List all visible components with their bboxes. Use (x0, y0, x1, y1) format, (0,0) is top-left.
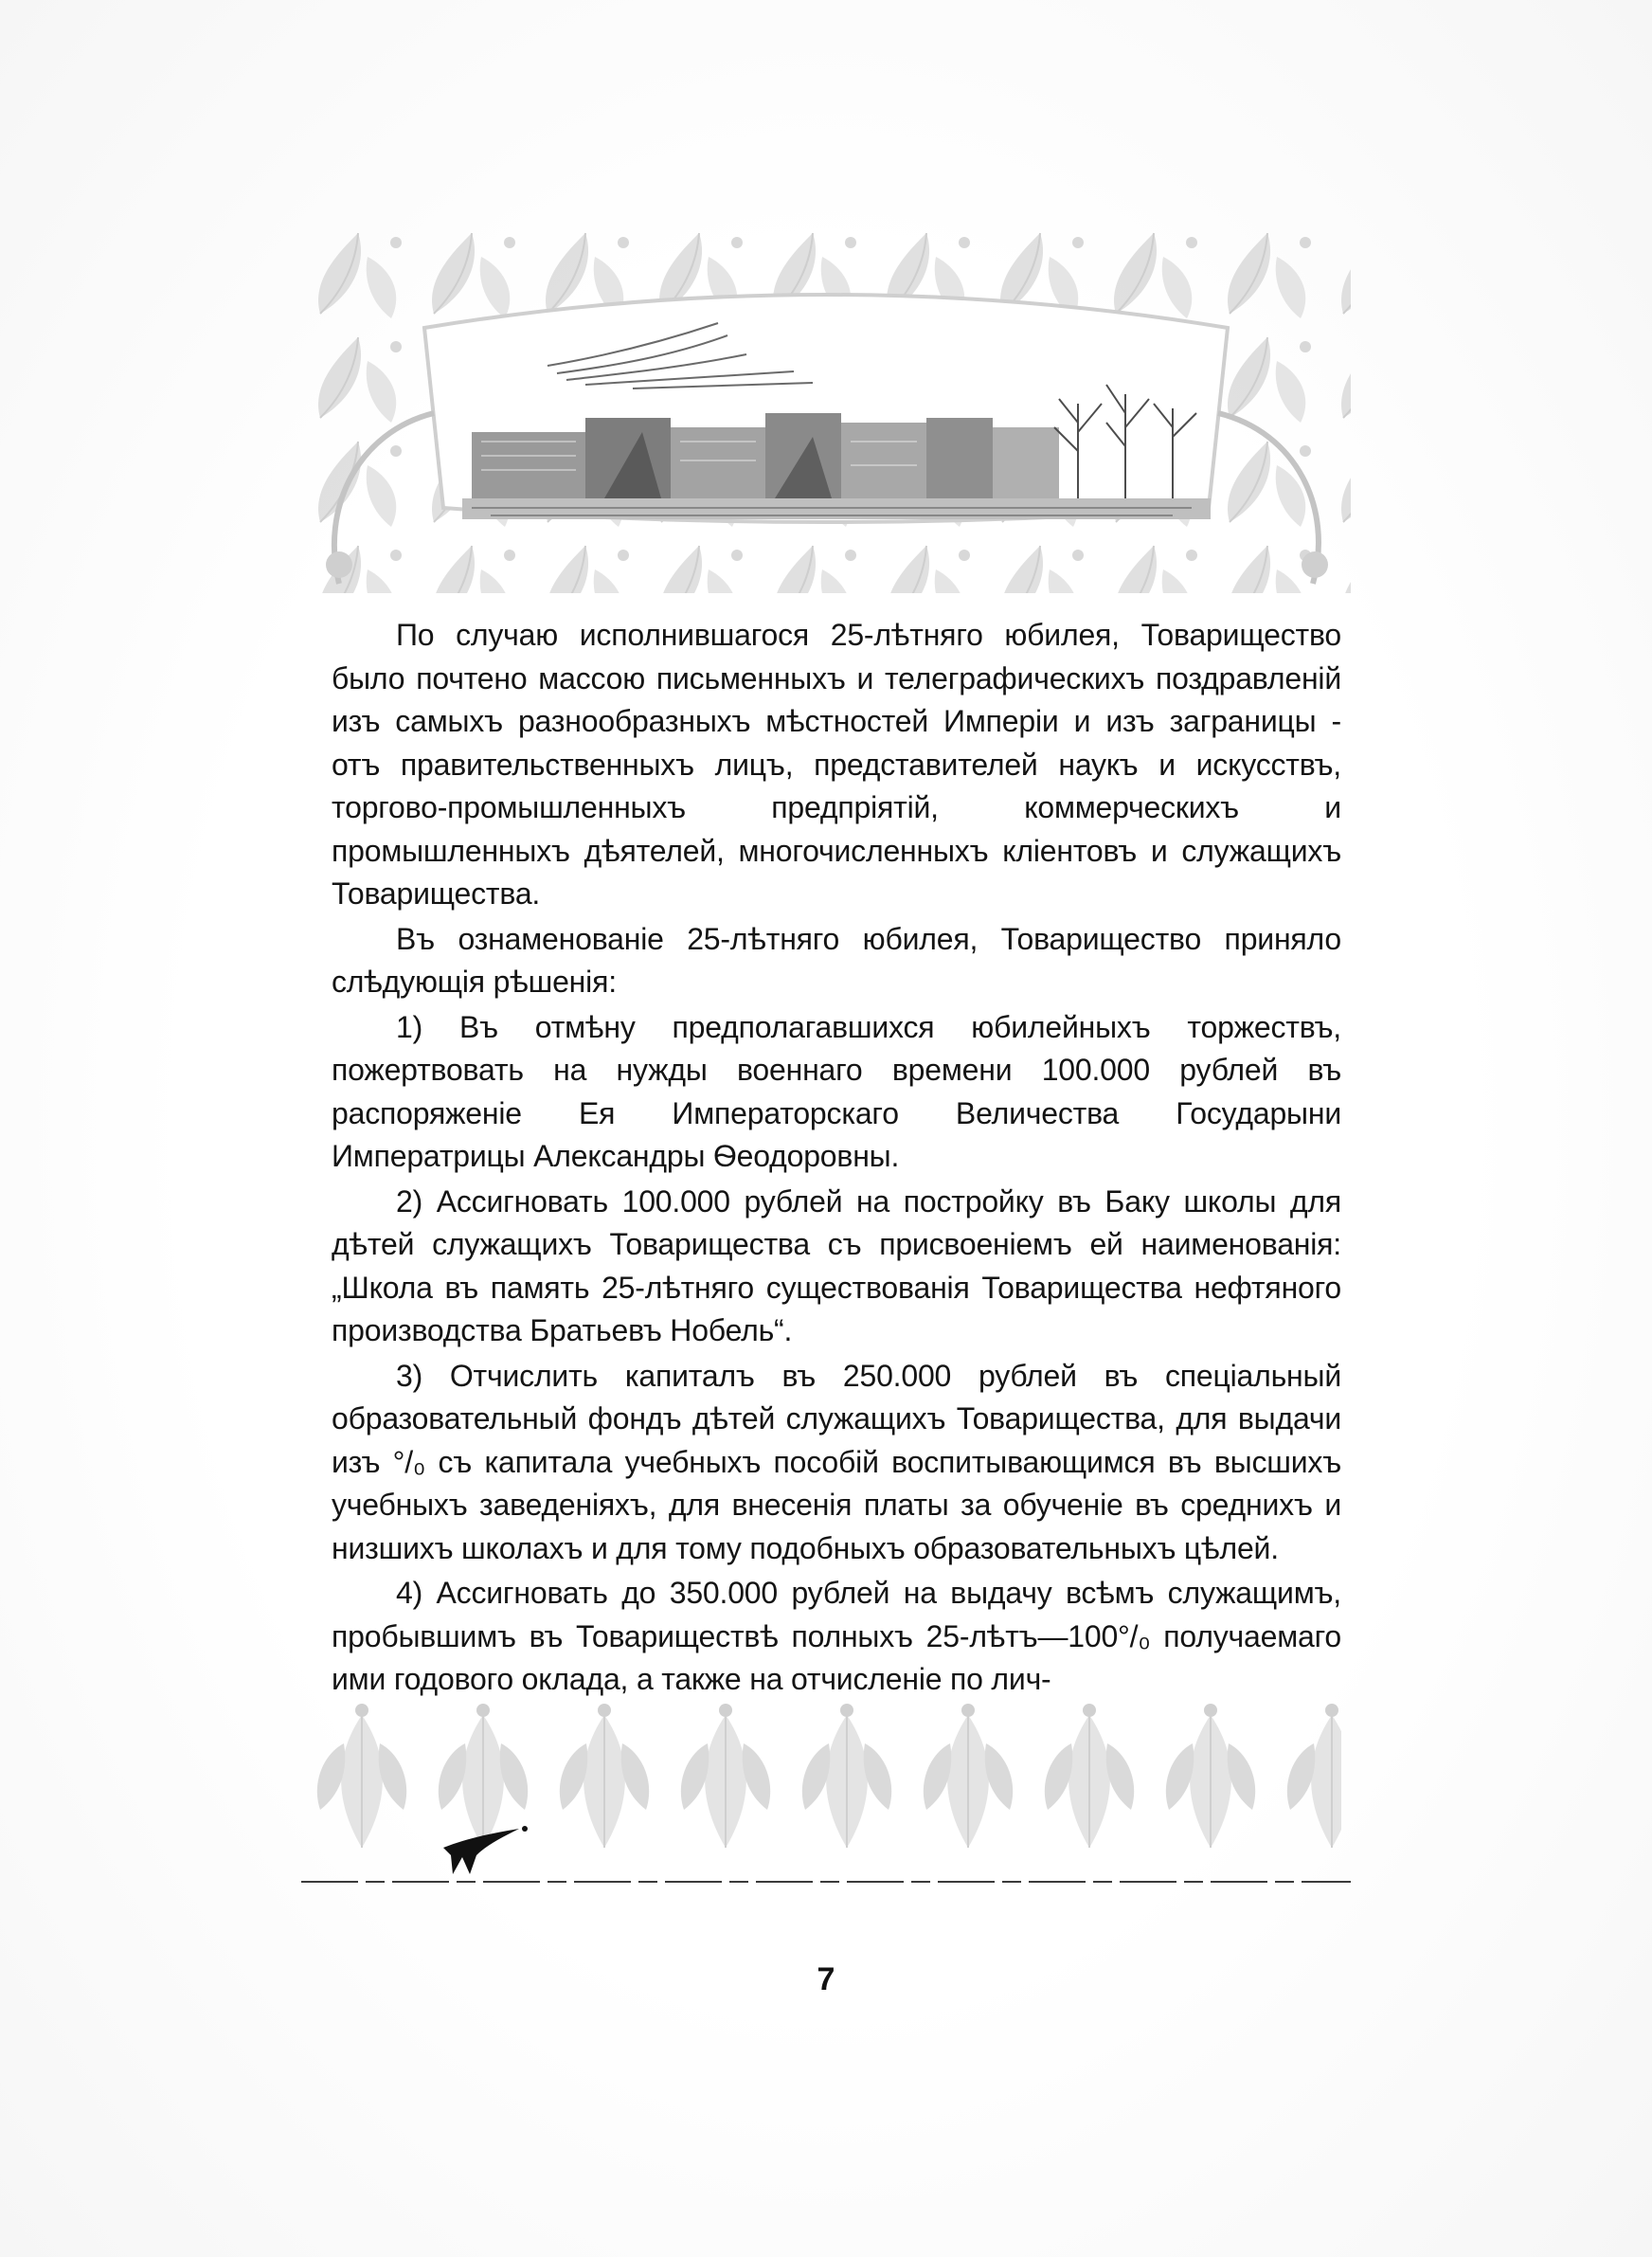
header-vignette (301, 224, 1351, 593)
paragraph-decisions-intro: Въ ознаменованіе 25-лѣтняго юбилея, Товарищество приняло слѣдующія рѣшенія: (332, 921, 1341, 999)
page-number: 7 (817, 1961, 835, 1997)
text-column (332, 614, 1341, 1702)
paragraph-decision-4: 4) Ассигновать до 350.000 рублей на выдачу всѣмъ служащимъ, пробывшимъ въ Товариществѣ полныхъ 25-лѣтъ—100°/₀ получаемаго ими годового оклада, а также на отчисленіе по лич- (332, 1576, 1341, 1696)
paragraph-decision-3: 3) Отчислить капиталъ въ 250.000 рублей въ спеціальный образовательный фондъ дѣтей служащихъ Товарищества, для выдачи изъ °/₀ съ капитала учебныхъ пособій воспитывающимся въ высшихъ учебныхъ заведеніяхъ, для внесенія платы за обученіе въ среднихъ и низшихъ школахъ и для тому подобныхъ образовательныхъ цѣлей. (332, 1358, 1341, 1565)
factory-engraving-illustration (301, 224, 1351, 593)
floral-ornament-border (301, 1696, 1351, 1914)
paragraph-decision-1: 1) Въ отмѣну предполагавшихся юбилейныхъ торжествъ, пожертвовать на нужды военнаго времени 100.000 рублей въ распоряженіе Ея Императорскаго Величества Государыни Императрицы Александры Ѳеодоровны. (332, 1009, 1341, 1173)
paragraph-decision-2: 2) Ассигновать 100.000 рублей на постройку въ Баку школы для дѣтей служащихъ Товарищества съ присвоеніемъ ей наименованія: „Школа въ память 25-лѣтняго существованія Товарищества нефтяного производства Братьевъ Нобель“. (332, 1183, 1341, 1347)
paragraph-intro: По случаю исполнившагося 25-лѣтняго юбилея, Товарищество было почтено массою письменныхъ и телеграфическихъ поздравленій изъ самыхъ разнообразныхъ мѣстностей Имперіи и изъ заграницы - отъ правительственныхъ лицъ, представителей наукъ и искусствъ, торгово-промышленныхъ предпріятій, коммерческихъ и промышленныхъ дѣятелей, многочисленныхъ кліентовъ и служащихъ Товарищества. (332, 618, 1341, 911)
footer-vignette (301, 1696, 1351, 1914)
